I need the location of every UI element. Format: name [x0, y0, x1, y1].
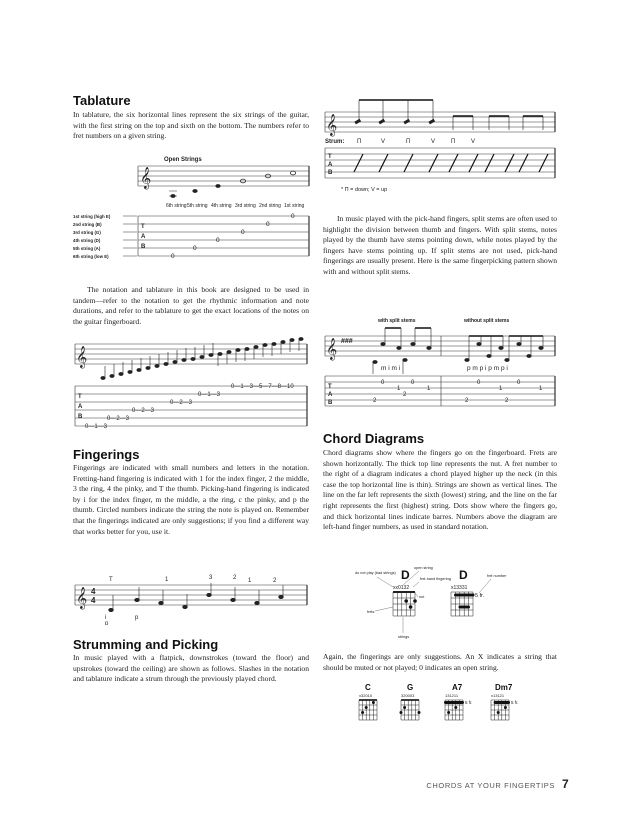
chord-name: Dm7	[495, 683, 513, 692]
svg-text:𝄞: 𝄞	[326, 114, 338, 136]
strum-figure	[323, 96, 557, 194]
callout-strings: strings	[398, 635, 410, 639]
string-caption: 3rd string	[235, 203, 256, 209]
running-footer: CHORDS AT YOUR FINGERTIPS	[426, 781, 555, 790]
svg-text:0: 0	[291, 213, 295, 220]
svg-text:1: 1	[539, 386, 543, 392]
chord-fingering: x32010	[359, 693, 373, 698]
heading-fingerings: Fingerings	[73, 447, 140, 462]
scale-tab-string3: 0—2—3	[170, 400, 193, 406]
svg-text:2: 2	[465, 398, 469, 404]
strumming-paragraph: In music played with a flatpick, downstrokes (toward the floor) and upstrokes (toward the ceiling) are shown as follows. Slashes in the notation and tablature indicate a strum through the previously played chord.	[73, 653, 309, 684]
example-fret-number: 5 fr.	[475, 593, 485, 599]
open-strings-figure	[73, 150, 313, 275]
svg-text:B: B	[328, 400, 333, 406]
example-chord-fingering: xx0132	[393, 585, 410, 591]
svg-text:2: 2	[403, 392, 407, 398]
chord-name: G	[407, 683, 414, 692]
svg-text:1: 1	[499, 386, 503, 392]
svg-text:0: 0	[477, 380, 481, 386]
string-caption: 2nd string	[259, 203, 281, 209]
fret-finger: 1	[165, 577, 169, 583]
stroke-mark: Π	[451, 139, 456, 145]
fingers-with-split: m i m i	[381, 365, 401, 372]
fret-finger: T	[109, 577, 113, 583]
svg-text:T: T	[328, 384, 332, 390]
callout-nut: nut	[419, 595, 425, 599]
example-chord-name: D	[401, 568, 410, 582]
split-stems-paragraph: In music played with the pick-hand fingers, split stems are often used to highlight the division between thumb and fingers. With split stems, notes played by the thumb have stems pointing down, while notes played by the fingers have stems pointing up. If split stems are not used, pick-hand fingerings are usually present. Here is the same fingerpicking pattern shown with and without split stems.	[323, 214, 557, 276]
chord-fingering: 131211	[445, 693, 459, 698]
stroke-mark: Π	[357, 139, 362, 145]
scale-tab-string2: 0—1—3	[198, 392, 221, 398]
pick-finger: i	[105, 615, 107, 621]
tab-string-label: 3rd string (G)	[73, 230, 101, 235]
heading-tablature: Tablature	[73, 93, 131, 108]
svg-text:T: T	[78, 394, 82, 400]
chord-diagrams-paragraph: Chord diagrams show where the fingers go on the fingerboard. Frets are shown horizontally. The thick top line represents the nut. A fret number to the right of a diagram indicates a chord played higher up the neck (in this case the top horizontal line is thin). Strings are shown as vertical lines. The line on the far left represents the sixth (lowest) string, and the line on the far right represents the first (highest) string. Dots show where the fingers go, and thick horizontal lines indicate barres. Numbers above the diagram are left-hand finger numbers, as used in standard notation.	[323, 448, 557, 532]
string-caption: 1st string	[284, 203, 305, 209]
callout-fingering: fret-hand fingering	[420, 577, 451, 581]
svg-text:B: B	[141, 244, 146, 250]
stroke-mark: V	[431, 139, 436, 145]
svg-text:4: 4	[91, 587, 96, 596]
svg-text:0: 0	[266, 221, 270, 228]
callout-do-not-play: do not play (bad strings)	[355, 571, 396, 575]
chord-name: A7	[452, 683, 463, 692]
svg-text:1: 1	[397, 386, 401, 392]
fret-finger: 2	[233, 575, 237, 581]
page-number: 7	[562, 777, 569, 791]
svg-text:B: B	[328, 170, 333, 176]
tab-string-label: 1st string (high E)	[73, 214, 111, 219]
svg-text:###: ###	[341, 338, 353, 345]
fret-finger: 3	[209, 575, 213, 581]
stroke-mark: V	[471, 139, 476, 145]
tablature-paragraph: In tablature, the six horizontal lines represent the six strings of the guitar, with the first string on the top and sixth on the bottom. The numbers refer to fret numbers on a given string.	[73, 110, 309, 141]
pick-finger: p	[105, 621, 109, 625]
svg-text:A: A	[328, 162, 333, 168]
string-caption: 5th string	[187, 203, 208, 209]
svg-text:𝄞: 𝄞	[140, 167, 152, 189]
svg-text:𝄞: 𝄞	[76, 346, 88, 368]
callout-frets: frets	[367, 610, 375, 614]
svg-text:𝄞: 𝄞	[326, 338, 338, 360]
fingers-without-split: p m p i p m p i	[467, 365, 508, 372]
chord-fret-number: 5 fr.	[465, 700, 473, 705]
heading-strumming: Strumming and Picking	[73, 637, 219, 652]
svg-text:0: 0	[193, 245, 197, 252]
heading-chord-diagrams: Chord Diagrams	[323, 431, 425, 446]
svg-text:A: A	[328, 392, 333, 398]
tandem-paragraph: The notation and tablature in this book are designed to be used in tandem—refer to the notation to get the rhythmic information and note durations, and refer to the tablature to get the exact locations of the notes on the guitar fingerboard.	[73, 285, 309, 326]
svg-text:𝄞: 𝄞	[76, 587, 88, 609]
tab-string-label: 4th string (D)	[73, 238, 101, 243]
fret-finger: 2	[273, 578, 277, 584]
svg-text:0: 0	[517, 380, 521, 386]
pick-finger: p	[135, 615, 139, 621]
string-caption: 4th string	[211, 203, 232, 209]
tab-string-label: 2nd string (B)	[73, 222, 102, 227]
scale-tab-string6: 0—1—3	[85, 424, 108, 430]
tab-string-label: 5th string (A)	[73, 246, 101, 251]
strum-label: Strum:	[325, 139, 345, 145]
stroke-mark: V	[381, 139, 386, 145]
chord-row	[355, 682, 535, 728]
fingering-figure	[73, 573, 309, 625]
stroke-mark: Π	[406, 139, 411, 145]
svg-text:0: 0	[381, 380, 385, 386]
fret-finger: 1	[248, 578, 252, 584]
open-strings-label: Open Strings	[164, 157, 202, 163]
svg-text:T: T	[328, 154, 332, 160]
svg-text:B: B	[78, 414, 83, 420]
svg-text:0: 0	[411, 380, 415, 386]
svg-text:1: 1	[427, 386, 431, 392]
svg-text:A: A	[78, 404, 83, 410]
svg-text:0: 0	[241, 229, 245, 236]
without-split-stems-label: without split stems	[464, 318, 510, 324]
svg-text:0: 0	[216, 237, 220, 244]
chord-dm7	[491, 683, 519, 720]
chord-a7	[444, 683, 473, 720]
svg-text:A: A	[141, 234, 146, 240]
with-split-stems-label: with split stems	[378, 318, 416, 324]
example-chord-fingering: x13331	[451, 585, 468, 591]
fingerings-paragraph: Fingerings are indicated with small numbers and letters in the notation. Fretting-hand fingering is indicated with 1 for the index finger, 2 the middle, 3 the ring, 4 the pinky, and T the thumb. Picking-hand fingering is indicated by i for the index finger, m the middle, a the ring, c the pinky, and p the thumb. Circled numbers indicate the string the note is played on. Remember that the fingerings indicated are only suggestions; if you find a different way that works better for you, use it.	[73, 463, 309, 536]
tab-string-label: 6th string (low E)	[73, 254, 109, 259]
scale-tab-string4: 0—2—3	[132, 408, 155, 414]
scale-figure	[73, 336, 309, 430]
string-caption: 6th string	[166, 203, 187, 209]
svg-text:4: 4	[91, 596, 96, 605]
callout-open-string: open string	[414, 566, 433, 570]
svg-text:T: T	[141, 224, 145, 230]
callout-fret-number: fret number	[487, 574, 507, 578]
svg-text:0: 0	[171, 253, 175, 260]
example-chord-name: D	[459, 568, 468, 582]
scale-tab-string5: 0—2—3	[107, 416, 130, 422]
chord-suggestions-paragraph: Again, the fingerings are only suggestions. An X indicates a string that should be muted or not played; 0 indicates an open string.	[323, 652, 557, 672]
chord-diagram-figure	[323, 563, 557, 643]
chord-c	[359, 683, 377, 720]
svg-text:2: 2	[373, 398, 377, 404]
chord-fingering: x13121	[491, 693, 505, 698]
chord-name: C	[365, 683, 371, 692]
chord-fret-number: 5 fr.	[511, 700, 519, 705]
svg-text:2: 2	[505, 398, 509, 404]
chord-fingering: 320003	[401, 693, 415, 698]
scale-tab-string1: 0—1—3—5—7—8—10	[231, 384, 294, 390]
split-stems-figure	[323, 316, 557, 412]
strum-legend: * Π = down; V = up	[341, 187, 388, 193]
chord-g	[400, 683, 421, 720]
